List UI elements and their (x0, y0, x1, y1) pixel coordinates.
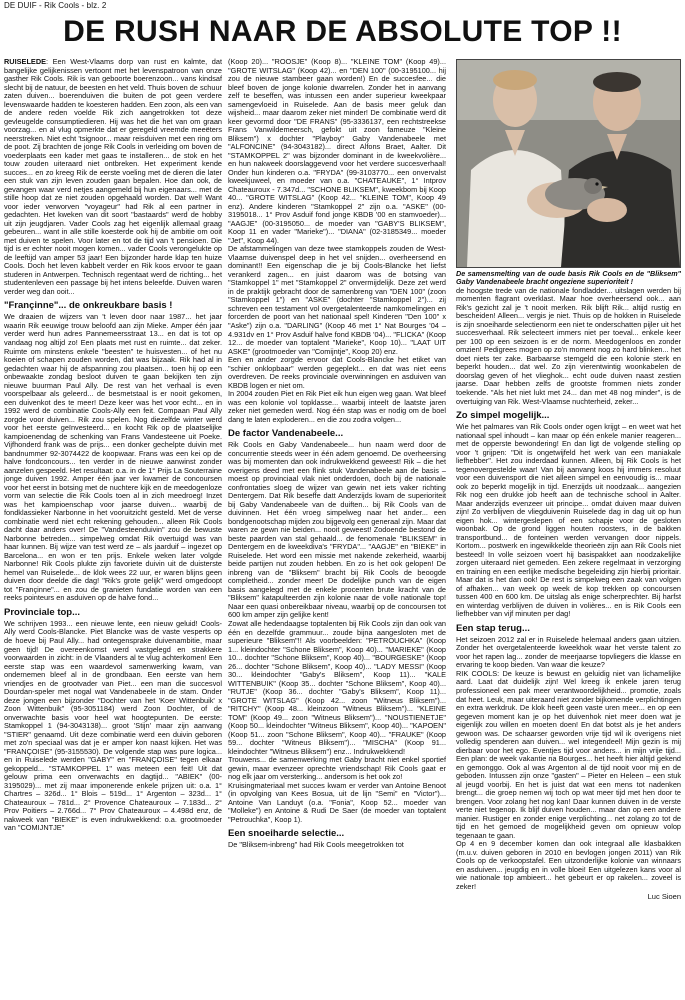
subheading-francinne: "Françinne"... de onkreukbare basis ! (4, 300, 173, 312)
paragraph: Het seizoen 2012 zal er in Ruiselede helemaal anders gaan uitzien. Zonder het overgetalenteerde kweekhok waar het verste talent zo voor het rapen lag... zonder de meerjaarse topvliegers die klasse en ervaring te koop bieden. Van waar die keuze? (456, 634, 681, 670)
paragraph: RIK COOLS: De keuze is bewust en geluidig niet van lichamelijke aard. Laat dat duidelijk zijn! Wel kreeg ik enkele jaren terug professioneel een pak meer verantwoordelijkheid... promotie, zoals dat heet. Leuk, maar uiteraard niet zonder bijkomende verplichtingen en extra werkdruk. De klok heeft geen vaste uren meer... en op een gegeven moment kan je op het duivenhok niet meer doen wat je eigenlijk zou willen en moeten doen! En dat botst als je het anders gewoon was. De schaarser geworden vrije tijd wil ik overigens niet volledig spenderen aan duiven... wel integendeel! Mijn gezin is mij dierbaar voor het ego. Eventjes tijd voor anders... in mijn vrije tijd... Een plan: de week vakantie na Bourges... het heeft hier altijd gekend en gemonggo. Ook al was Argenton al de tijd nooit voor mij en de geboden. Intussen zijn onze "gasten" – Pieter en Heleen – een stuk al jeugd voorbij. En het is juist dat wat een mens tot nadenken brengt... die groep nemen wij toch op wat meer tijd met hen door te brengen. Voor zolang het nog kan! Daar kunnen duiven in de verste verte niet tegenop. Ik blijf duiven houden... maar dan op een andere manier. Rustiger en zonder enige verplichting... net zolang zo tot de tijd en het gemoed de mogelijkheid geven om opnieuw volop tegenaan te gaan. (456, 668, 681, 840)
subheading-factor-vandenabeele: De factor Vandenabeele... (228, 428, 344, 440)
subheading-provincial-top: Provinciale top... (4, 606, 81, 618)
author-signature: Luc Sioen (647, 892, 681, 902)
photo-illustration (457, 60, 680, 267)
paragraph: Rik Cools en Gaby Vandenabeele... hun naam werd door de concurrentie steeds weer in één adem genoemd. De overheersing was bij momenten dan ook indrukwekkend geweest! Rik – die het overigens deed met een flink stuk Vandenabeele aan de basis – moest op provinciaal vlak niet onderdoen, doch bij de nationale confrontaties sloeg de wijzer van gewin net iets vaker richting Dentergem. Dat Rik beseffe datt Anderzijds kwam de superioriteit bij Gaby Vandenabeele van de duiften... bij Rik Cools van de duivinnen. Het één vroeg simpelweg naar het ander... een bondgenootschap mijden zou bijgevolg een generaal zijn. Maar dat waren ze gewn nie beiden... nooit geweest! Zodoende bestond de beste paarden van stal gehaald... de fenomenale "BLIKSEM" in Dentergem en de kweekdiva's "FRYDA"... "AAGJE" en "BIEKE" in Ruiselede. Het word een missie met nakende zekerheid, waarbij beide partijen nut zouden hebben. En zo is het ook gelopen! De inbreng van de "Bliksem" bracht bij Rik Cools de beoogde completheid... zonder meer! De dodelijke punch van de eigen basis aangelegd met de enkele procenten brute kracht van de "Bliksem" katapulteerden zijn kolonie naar de volle nationale top! Naar een quasi onbereikbaar niveau, waarbij op de concoursen tot 600 km amper zijn gelijke kent! (228, 440, 446, 620)
article-body (4, 58, 681, 993)
paragraph: : Een West-Vlaams dorp van rust en kalmte, dat bangelijke gelijkenissen vertoont met het levenspatroon van onze gasther Rik Cools. Rik is van geboorte boerenzoon... vans kindsaf slecht bij de natuur, de beesten en het veld. Thuis boven de schuur zaten duiven... boerenduiven die buiten de pot geen verdere levenswaarde hadden te koesteren hadden. Een zoon, als een van de andere reden voelde Rik zich aangetrokken tot deze gevleugelde consumptiedieren. Hij was het die het van om graan voorzag... en al vlug opmerkte dat er geregeld vreemde meeëters neerstreken. Niet echt 'tsignoor... maar reisduiven met een ring om de poot. Zij brachten de jonge Rik Cools in verleiding om boven de voederplaats een kader met gaas te installeren... de stok en het touw zouden uiteraard niet ontbreken. Het experiment kende succes... en zo kreeg Rik de eerste voeling met de dieren die later een stuk van zijn leven zouden gaan bepalen. Hoe dan ook, de gevangen waar verd netjes aangemeld bij hun eigenaars... met de stille hoop dat ze niet zouden opgehaald worden. Dat wel! Want voor ieder verworven "voyageur" had Rik al een partner in gedachten. Het kweken van dit soort "bastaards" werd de hobby uit zijn jeugdjaren. Vader Cools zag het eigenlijk allemaal graag gebeuren... want in alle stille koesterde ook hij de ambitie om ooit met duiven te spelen. Voor later en tot de tijd van 't pensioen. Die tijd is er echter nooit mogen komen... vader Cools verongelukte op de leeftijd van amper 53 jaar! Een bijzonder harde klap ten huize Cools. Doch het leven kabbelt verder en Rik koos ervoor te gaan studeren in Antwerpen. Technisch regentaat werd de richting... het studentenleven een passage bij het intens beleefde. Duiven waren verder weg dan ooit... (4, 58, 222, 296)
paragraph: Zowat alle hedendaagse toptalenten bij Rik Cools zijn dan ook van één en dezelfde grammuur... zoude bijna aangesloten met de superieure "Bliksem"!! Als voorbeelden: "PETROUCHKA" (Koop 1... kleindochter "Schone Bliksem", Koop 40)... "MARIEKE" (Koop 10... dochter "Schone Bliksem", Koop 40)... "BOURGESKE" (Koop 26... dochter "Schone Bliksem", Koop 40)... "LADY MESSI" (Koop 30... kleindochter "Gaby's Bliksem", Koop 11)... "KALE WITTENBUIK" (Koop 35... dochter "Schone Bliksem", Koop 40)... "RUTJE" (Koop 36... dochter "Gaby's Bliksem", Koop 11)... "GROTE WITSLAG" (Koop 42... zoon "Witneus Bliksem")... "RITCHY" (Koop 48... kleinzoon "Witneus Bliksem")... "KLEINE TOM" (Koop 49... zoon "Witneus Bliksem")... "NOUSTIENETJE" (Koop 50... kleindochter "Witneus Bliksem", Koop 40)... "KAPOEN" (Koop 51... zoon "Schone Bliksem", Koop 40)... "FRAUKE" (Koop 59... dochter "Witneus Bliksem")... "MISCHA" (Koop 91... kleindochter "Witneus Bliksem") enz... Indrukwekkend! (228, 619, 446, 756)
subheading-stap-terug: Een stap terug... (456, 622, 530, 634)
paragraph: We schrijven 1993... een nieuwe lente, een nieuw geluid! Cools-Ally werd Cools-Blancke. Piet Blancke was de vaste vesperts op de hoeve bij Paul Ally... had ontegensprake duivenambitie, maar geen tijd! De overeenkomst werd vastgelegd en strakkere voorwaarden in zicht: in de Vlaanders al te vlug achterkomen! Een eerste stap was een waardevol samenwerking kwam, van ondernemen bleef al in de grondbaan. Een eerste van hem vriendjes en de grootvader van Piet... een man die succesvol Dourdan-speler met nogal wat Vandenabeele in de stam. Onder deze jongen een bijzonder "Dochter van het 'Koer Wittenbuik' x Zoon Wittenbuik" (95-3051184) werd Zoon Dochter, of de onverwachte basis voor heel wat hoogtepunten. De eerste: Stamkoppel 1 (94-3043138)... groot 'Stijn' maar zijn aanvang "STIER" genaamd. Uit deze combinatie werd een duivin geboren met zo'n speciaal was dat je er amper kon naast kijken. Het was "FRANÇOISE" (95-3155530). De volgende stap was pure logica... en in Ruiselede werden "GABY" en "FRANÇOISE" tegen elkaar gekoppeld... "STAMKOPPEL 1" was meteen een feit! Uit dat gelouw prima een onverwachts en dagtijd... "ABIEK" (00-3195029)... met zij maar imponerende enkele prijzen uit: o.a. 1° Chartres – 326d... 1° Blois – 519d... 1° Argenton – 323d... 1° Chateauroux – 781d... 2° Provence Chateauroux – 7.183d... 2° Prov Poitiers – 2.766d... 7° Prov Chateauroux – 4.498d enz, de nakweek van "BIEKE" is even indrukwekkend: o.a. grootmoeder van "COMIJNTJE" (4, 618, 222, 833)
column-3 (456, 58, 681, 993)
running-head: DE DUIF - Rik Cools - blz. 2 (4, 1, 107, 10)
paragraph: de hoogste trede van de nationale fondladder... uitslagen werden bij momenten flagrant overklast. Maar hoe overheersend ook... aan Rik's gezicht zal je 't nooit merken. Rik blijft Rik... altijd rustig en bescheiden! Alleen... vergis je niet. Thuis op de hokken in Ruiselede is zijn snoeiharde selectienorm een niet te onderschatten pijler uit het succesverhaal. Rik selecteert immers niet per toeval... enkele keer per 100 op een seizoen is er de norm. Meedogenloos en zonder omzien! Pedigrees mogen op zo'n moment nog zo hard blinken... het doet niets ter zake. Barbaarse stemgeld die een kolonie sterk en beperkt houden... dat wel. Zo zijn vierentwintig woonkabelen de doorslag geven of het vlieghok... echt oude duiven naast zestien jaarse. Daar hebben zelfs de grootste frommen niets zonder toekende. "Als het niet lukt met 24... dan met 48 nog minder", is de overtuiging van Rik. West-Vlaamse nuchterheid, zeker... (456, 285, 681, 406)
paragraph: Trouwens... de samenwerking met Gaby bracht niet enkel sportief gewin, maar evenzeer oprechte vriendschap! Rik Cools gaat er nog elk jaar om versterking... andersom is het ook zo! (228, 755, 446, 782)
lead-word: RUISELEDE (4, 58, 47, 66)
headline: DE RUSH NAAR DE ABSOLUTE TOP !! (63, 15, 622, 48)
paragraph: We draaien de wijzers van 't leven door naar 1987... het jaar waarin Rik eeuwige trouw beloofd aan zijn Mieke. Amper één jaar verder werd hun adres Pannemeersstraat 13... en dat is tot op vandaag nog altijd zo! Een plaats met rust en ruimte... dat zeker. Ruimte om minstens enkele "beesten" te huisvesten... of het nu koeien of schapen zouden worden, dat was bijzaak. Rik had al in gedachten waar hij de afspanning zou plaatsen... toen hij op een onbewaakte zondag besloot duiven te gaan bekijken ten zijn nieuwe buurman Paul Ally. De rest van het verhaal is even voorspelbaar als geleerd... de besmetstaal is er nooit gekomen, een duivenkot des te meer! Deze keer was het voor echt... en in 1992 werd de combinatie Cools-Ally een feit. Compaan Paul Ally zorgde voor duiven... Rik zou spelen. Nog diezelfde winter werd voor het eerste geïnvesteerd... en kocht Rik op de plaatselijke kampioenendag de schenking van Frans Vandesteene uit Poeke. Vijfhonderd frank was de prijs... een donker gechelpte duivin met bandnummer 92-3074422 de koopwaar. Frans was een kei op de halve fondconcours... ten verder in de nieuwe aanwinst zonder aanzelen gespeeld. Het resultaat: o.a. in de 1° Prijs La Souterraine jonge duiven 1992. Amper één jaar ver kwamer de concoursen voor het eerst in botsing met de nuchtere kijk en de meedogenloze vorm van selectie die Rik Cools toen al in zich meedroeg! Inzet was het kampioenschap voor jaarse duiven... waarbij de fondklassieker Narbonne in het vooruitzicht gesteld. Met de verse combinatie werd niet echt rekening gehouden... alleen Rik Cools dacht daar anders over! De "Vandesteenduivin" zou de bewuste Narbonne betreden... simpelweg omdat Rik overtuigd was van haar kunnen. Bij wijze van test werd ze – als jaarduif – ingezet op Barcelona... en won er ten prijs. Enkele weken later volgde Narbonne! Rik Cools plukte zijn favoriete duivin uit de duisterste hemel van Ruiselede... de klok wees 22 uur, er waren blijns geen duiven door deelde die dag! "Rik's grote gelijk" werd omgedoopt tot "Françinne"... en zou de granieten fundatie worden van een reeks pointeurs en asduiven op de halve fond... (4, 312, 222, 603)
paragraph: Kruisingmateriaal met succes kwam er verder van Antoine Benoot (in opvolging van Kees Bosua, uit de lijn "Semi" en "Victor")... Antoine Van Landuyt (o.a. "Fonia", Koop 52... moeder van "Molleke") en Antoine & Rudi De Saer (de moeder van toptalent "Petrouchka", Koop 1). (228, 780, 446, 824)
photo-two-men-with-pigeon (456, 59, 681, 268)
paragraph: Een en ander zorgde ervoor dat Cools-Blancke het etiket van "schier onklopbaar" werden gegeplekt... en dat was niet eens overdreven. De reeks provinciale overwinningen en asduiven van KBDB logen er niet om. (228, 355, 446, 390)
paragraph: De afstammelingen van deze twee stamkoppels zouden de West-Vlaamse duivenspel deep in het vel snijden... overheersend en dominant!! Een eigenschap die je bij Cools-Blancke het liefst verankerd zagen... en juist daarom was de botsing van "Stamkoppel 1" met "Stamkoppel 2" onvermijdelijk. Deze zet werd in de praktijk gebracht door de samenbreng van "DEN 100" (zoon "Stamkoppel 1") en "ASKE" (dochter "Stamkoppel 2")... zij schreven een testament vol overgetalenteerde namkomelingen en forcerden de poort van het nationaal spel! Kinderen "Den 100" x "Aske") zijn o.a. "DARLING" (Koop 46 met 1° Nat Bourges '04 – 4.931dv en 1° Prov Asduif halve fond KBDB '04)... "FLICKA" (Koop 12... de moeder van toptalent "Marieke", Koop 10)... "LAAT UIT ASKE" (grootmoeder van "Comijntje", Koop 20) enz. (228, 244, 446, 356)
paragraph: Op 4 en 9 december komen dan ook integraal alle klasbakken (m.u.v. duiven geboren in 2010 en bevlogen jongen 2011) van Rik Cools op de verkoopstafel. Een uitzonderlijke kolonie van winnaars en asduiven... jeugdig en in volle bloei! Een uitgelezen kans voor al wie nationale top ambieert... het gebeurt er op rakelen... zoveel is zeker! (456, 839, 681, 891)
column-2 (228, 58, 446, 993)
subheading-selectie: Een snoeiharde selectie... (228, 828, 345, 840)
paragraph: Wie het palmares van Rik Cools onder ogen krijgt – en weet wat het nationaal spel inhoudt – kan maar op één enkele manier reageren... met de opperste bewondering! En dan ligt de volgende stelling op voor 't grijpen: "Dit is ongetwijfeld het werk van een maniakale liefhebber". Het zou inderdaad kunnen. Alleen, bij Rik Cools is het tegenovergestelde waar! Van bij aanvang koos hij immers resoluut voor een duivensport die niet alleen simpel en eenvoudig is... maar ook zo beperkt mogelijk in tijd. Enerzijds uit noodzaak... aangezien Rik nog een drukke job heeft aan de technische school in Aalter. Maar anderzijds evenzeer uit principe... omdat duiven maar duiven zijn! Zo verblijven de vliegduivenin Ruiselede dag in dag uit op hun eigen hok... wintergeslepen of een schapje voor de gesloten woonbak. Op de grond liggen houten roosters, in de bakken transportbund... de fonteinen werden vervangen door nippels. Kortom... postwerk en ingewikkelde theorieën zijn aan Rik Cools niet besteed! In volle seizoen voert hij basispakket aan noodzakelijke zorgen uiteraard niet gemeden. Een zekere regelmaat in verzorging en training en een eerlijke medische begeleiding zijn hierbij prioritair. Maar dat is het dan ook! De rest is simpelweg een zaak van volgen of afhaken... van week op week de kop trekken op concoursen tussen 400 en 600 km. De uitslag als enige scherprechter. Bij harfst en winterdag verblijven de duiven in volières... en is Rik Cools een liefhebber van vijf minuten per dag! (456, 422, 681, 619)
paragraph: In 2004 zouden Piet en Rik Piet eik hun eigen weg gaan. Wat bleef was een kolonie vol topklasse... waarbij inteelt de laatste jaren zeker niet gemeden werd. Nog één stap was er nodig om de boel dang te laten exploderen... en die zou zodra volgen... (228, 389, 446, 424)
paragraph: De "Bliksem-inbreng" had Rik Cools meegetrokken tot (228, 840, 404, 850)
subheading-zo-simpel: Zo simpel mogelijk... (456, 410, 550, 422)
photo-caption: De samensmelting van de oude basis Rik Cools en de "Bliksem" Gaby Vandenabeele bracht ongeziene superioriteit ! (456, 269, 681, 287)
column-1 (4, 58, 222, 993)
paragraph: (Koop 20)... "ROOSJE" (Koop 8)... "KLEINE TOM" (Koop 49)... "GROTE WITSLAG" (Koop 42)... en "DEN 100" (00-3195100... hij zou de nieuwe stambeer gaan worden!) En de succesfee... die bleef boven de jonge kolonie dwarrelen. Zonder het in aanvang zelf te beseffen, was intussen een ander superieur kweekpaar samengevloeid in Ruiselede. Aan de basis meer geluk dan wijsheid... maar daarom zeker niet minder! De combinatie werd dit keer gevormd door "DE FRANS" (95-3336137, een rechtstreekse Frans Vanwildemeersch, gefokt uit zoon fameuze "Kleine Bliksem") x dochter "Playboy" Gaby Vandenabeele met "ALFONCINE" (94-3043182)... direct Alfons Braet, Aalter. Dit "STAMKOPPEL 2" was bijzonder dominant in de kweekvolière... en hun nakweek doorslaggevend voor het verdere succesverhaal! Onder hun kinderen o.a. "FRYDA" (99-3103770... een onvervalst kweekjuweel, en moeder van o.a. "CHATEAUKE", 1° Intprov Chateauroux - 7.347d... "SCHONE BLIKSEM", kweekbom bij Koop 40... "GROTE WITSLAG" (Koop 42... "KLEINE TOM", Koop 49 enz). Andere kinderen "Stamkoppel 2" zijn o.a. "ASKE" (00-3195018... 1° Prov Asduif fond jonge KBDB '00 en stamvoeder)... "AAGJE" (00-3195050... de moeder van "GABY'S BLIKSEM", Koop 11 en vader "Marieke")... "DIANA" (02-3185349... moeder "Jet", Koop 44). (228, 58, 446, 245)
